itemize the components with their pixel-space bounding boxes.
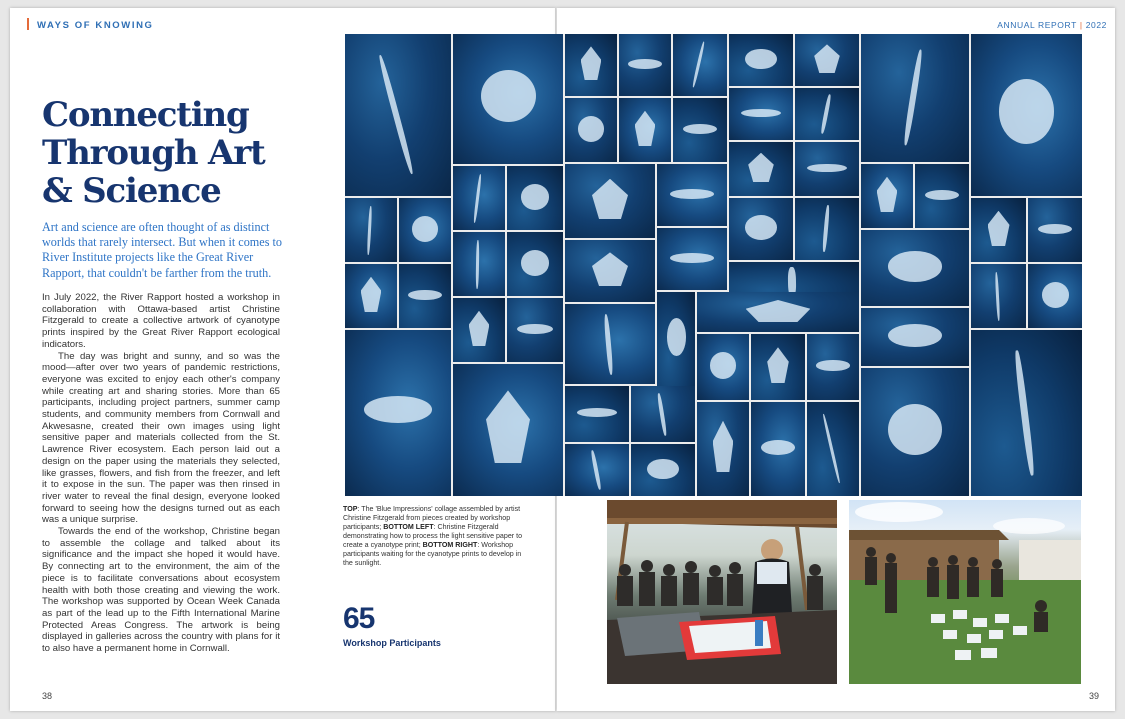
cyanotype-imprint [670,189,715,199]
cyanotype-tile [565,444,629,496]
cyanotype-imprint [476,240,480,289]
cyanotype-tile [565,164,655,238]
cyanotype-imprint [888,251,942,281]
cyanotype-imprint [692,42,706,89]
cyanotype-tile [861,164,913,228]
cyanotype-imprint [656,393,666,436]
cyanotype-tile [657,292,695,386]
cyanotype-tile [453,34,563,164]
caption-top-label: TOP [343,505,358,513]
cyanotype-tile [971,264,1026,328]
cyanotype-tile [729,198,793,260]
cyanotype-tile [807,402,859,496]
cyanotype-imprint [888,324,942,347]
caption-bottom-right-text: : Workshop participants waiting for the cyanotype prints to develop in the sunlight. [343,541,522,567]
report-separator: | [1079,20,1083,30]
article-title: Connecting Through Art & Science [42,95,265,211]
cyanotype-tile [697,334,749,400]
caption-top-text: : The 'Blue Impressions' collage assembled by artist Christine Fitzgerald from pieces created by workshop participants; [343,505,521,531]
cyanotype-tile [861,308,969,366]
stat-label: Workshop Participants [343,638,441,648]
cyanotype-tile [751,334,805,400]
report-title: ANNUAL REPORT [997,20,1077,30]
photo-caption [343,505,525,568]
cyanotype-imprint [592,179,628,220]
cyanotype-tile [795,34,859,86]
cyanotype-tile [453,232,505,296]
cyanotype-imprint [745,49,777,70]
cyanotype-imprint [761,440,796,455]
cyanotype-collage [345,34,1082,496]
section-label: WAYS OF KNOWING [37,20,154,31]
cyanotype-tile [399,264,451,328]
cyanotype-tile [729,34,793,86]
cyanotype-tile [697,292,859,332]
cyanotype-tile [729,142,793,196]
cyanotype-tile [729,88,793,140]
page-number-right: 39 [1088,691,1099,701]
cyanotype-imprint [521,184,549,210]
cyanotype-imprint [741,109,782,117]
cyanotype-imprint [603,313,614,374]
cyanotype-tile [971,34,1082,196]
cyanotype-imprint [822,205,830,252]
cyanotype-imprint [581,46,602,80]
cyanotype-imprint [814,44,840,73]
cyanotype-imprint [994,272,1000,321]
cyanotype-imprint [469,311,490,346]
cyanotype-tile [507,298,563,362]
cyanotype-tile [915,164,969,228]
cyanotype-tile [345,330,451,496]
article-intro: Art and science are often thought of as distinct worlds that rarely intersect. But when it comes to River Institute projects like the Great River Rapport, that couldn't be farther from the truth. [42,220,282,280]
cyanotype-imprint [412,216,438,242]
cyanotype-tile [345,34,451,196]
cyanotype-tile [673,34,727,96]
cyanotype-tile [565,240,655,302]
drying-prints-photo [849,500,1081,684]
cyanotype-tile [345,198,397,262]
cyanotype-imprint [745,215,777,240]
cyanotype-imprint [820,94,831,134]
cyanotype-imprint [521,250,549,276]
cyanotype-tile [795,142,859,196]
cyanotype-imprint [767,347,789,383]
cyanotype-imprint [710,352,736,378]
workshop-scene [607,500,837,684]
cyanotype-tile [807,334,859,400]
cyanotype-tile [345,264,397,328]
cyanotype-tile [453,298,505,362]
body-paragraph: In July 2022, the River Rapport hosted a workshop in collaboration with Ottawa-based artist Christine Fitzgerald to create a collective artwork of cyanotype prints inspired by the Great River Rapport ecological indicators. [42,292,280,350]
cyanotype-tile [751,402,805,496]
report-year: 2022 [1085,20,1107,30]
cyanotype-tile [631,386,695,442]
cyanotype-imprint [683,124,718,134]
cyanotype-tile [971,198,1026,262]
cyanotype-imprint [647,459,679,480]
lawn-scene [849,500,1081,684]
cyanotype-imprint [1013,350,1035,476]
cyanotype-imprint [481,70,536,122]
cyanotype-tile [971,330,1082,496]
cyanotype-tile [507,166,563,230]
body-paragraph: The day was bright and sunny, and so was the mood—after over two years of pandemic restrictions, everyone was excited to enjoy each other's company while creating art and sharing stories. More than 65 participants, including project partners, summer camp students, and community members from Cornwall and Akwesasne, created their own images using light sensitive paper and materials collected from the St. Lawrence River ecosystem. Each person laid out a design on the paper using the materials they selected, like grasses, flowers, and fish from the freezer, and left it to expose in the sun. The paper was then rinsed in river water to reveal the final design, everyone looked forward to seeing how the designs turned out as each was a unique surprise. [42,350,280,526]
cyanotype-imprint [517,324,553,334]
cyanotype-tile [619,98,671,162]
cyanotype-tile [697,402,749,496]
cyanotype-tile [631,444,695,496]
page-number-left: 38 [42,691,53,701]
cyanotype-tile [1028,198,1082,262]
cyanotype-tile [619,34,671,96]
cyanotype-imprint [988,211,1010,246]
cyanotype-imprint [713,421,734,473]
cyanotype-tile [861,34,969,162]
cyanotype-imprint [748,153,774,183]
body-paragraph: Towards the end of the workshop, Christine began to assemble the collage and talked about its significance and the impact she hoped it would have. By connecting art to the environment, the aim of the piece is to facilitate conversations about ecosystem health with both those creating and viewing the work. The workshop was supported by Ocean Week Canada as part of the lead up to the Fifth International Marine Protected Areas Congress. The artwork is being displayed in galleries across the country with plans for it to also have a permanent home in Cornwall. [42,526,280,655]
cyanotype-imprint [408,290,441,300]
caption-bottom-right-label: BOTTOM RIGHT [422,541,478,549]
cyanotype-imprint [816,360,849,371]
cyanotype-tile [861,368,969,496]
right-page-content [343,8,1115,711]
cyanotype-imprint [486,390,530,463]
caption-bottom-left-text: : Christine Fitzgerald demonstrating how to process the light sensitive paper to create a cyanotype print; [343,523,523,549]
cyanotype-imprint [807,164,848,173]
cyanotype-tile [565,304,655,384]
cyanotype-imprint [578,116,604,142]
cyanotype-imprint [822,414,841,484]
cyanotype-tile [453,364,563,496]
stat-number: 65 [343,602,375,635]
cyanotype-imprint [628,59,661,69]
cyanotype-imprint [670,253,715,263]
cyanotype-tile [565,386,629,442]
cyanotype-tile [657,164,727,226]
cyanotype-imprint [592,252,628,286]
cyanotype-tile [1028,264,1082,328]
caption-bottom-left-label: BOTTOM LEFT [383,523,434,531]
cyanotype-imprint [925,190,960,200]
cyanotype-imprint [473,174,482,223]
section-accent-bar [27,18,29,30]
cyanotype-tile [795,198,859,260]
cyanotype-imprint [364,396,432,423]
cyanotype-imprint [1038,224,1073,234]
cyanotype-imprint [367,206,373,255]
cyanotype-imprint [877,177,898,212]
cyanotype-tile [565,34,617,96]
cyanotype-imprint [1042,282,1069,308]
cyanotype-imprint [746,300,811,322]
cyanotype-imprint [361,277,382,312]
workshop-photo [607,500,837,684]
cyanotype-tile [861,230,969,306]
cyanotype-imprint [667,318,686,356]
cyanotype-imprint [902,49,924,146]
article-body [42,292,280,655]
cyanotype-imprint [577,408,618,417]
cyanotype-tile [453,166,505,230]
cyanotype-tile [657,228,727,290]
cyanotype-imprint [888,404,942,455]
cyanotype-tile [673,98,727,162]
cyanotype-imprint [377,55,415,176]
cyanotype-tile [507,232,563,296]
cyanotype-tile [565,98,617,162]
cyanotype-imprint [999,79,1055,144]
cyanotype-imprint [590,450,601,490]
cyanotype-tile [795,88,859,140]
cyanotype-tile [399,198,451,262]
cyanotype-imprint [635,111,656,146]
